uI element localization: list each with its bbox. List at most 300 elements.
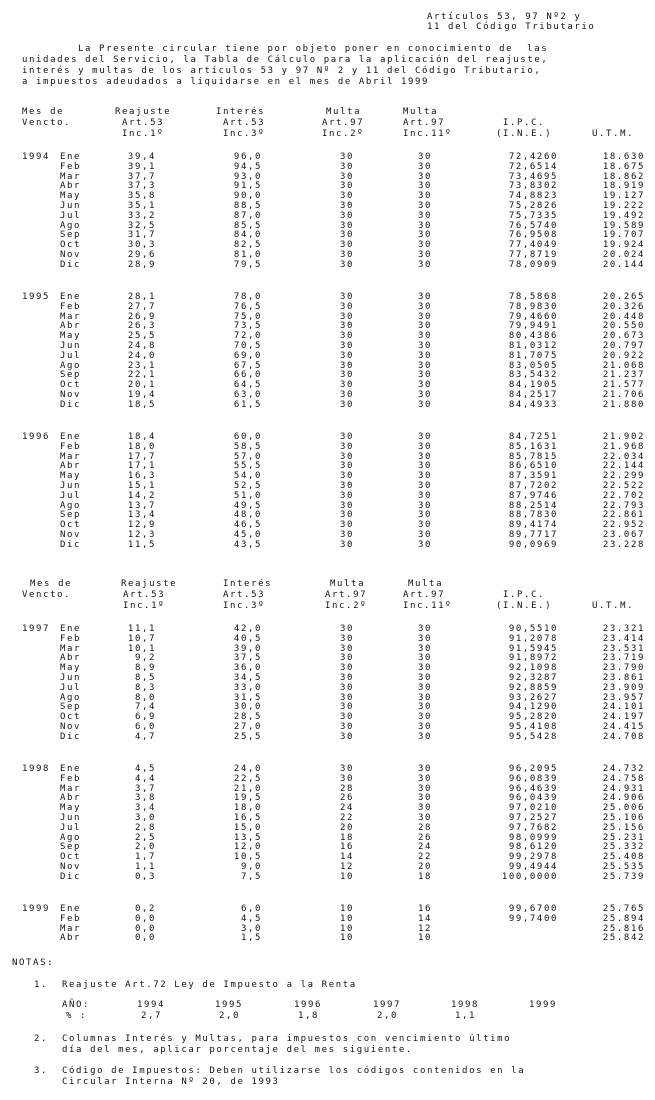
utm-cell: 20.144 bbox=[602, 259, 645, 270]
multa-2-cell: 10 bbox=[339, 923, 354, 934]
utm-cell: 21.068 bbox=[602, 360, 645, 371]
month-cell: Jul bbox=[60, 350, 82, 361]
month-cell: Dic bbox=[60, 399, 82, 410]
table-row bbox=[0, 321, 655, 331]
year-label: 1996 bbox=[22, 432, 51, 442]
utm-cell: 20.673 bbox=[602, 331, 645, 342]
year-label: 1997 bbox=[22, 624, 51, 634]
month-cell: May bbox=[60, 191, 82, 202]
table-row bbox=[0, 221, 655, 231]
reajuste-cell: 28,9 bbox=[127, 259, 156, 270]
year-label: 1998 bbox=[22, 764, 51, 774]
utm-cell: 20.922 bbox=[602, 350, 645, 361]
table-row bbox=[0, 240, 655, 250]
table-row bbox=[0, 152, 655, 162]
ipc-cell: 100,0000 bbox=[501, 871, 558, 882]
ipc-cell: 95,4108 bbox=[508, 722, 558, 732]
table-row bbox=[0, 201, 655, 211]
multa-11-cell: 30 bbox=[417, 624, 432, 634]
intro-line-3: interés y multas de los artículos 53 y 97 Nº 2 y 11 del Código Tributario, bbox=[22, 66, 542, 76]
utm-cell: 22.702 bbox=[602, 490, 645, 501]
reajuste-cell: 3,8 bbox=[134, 793, 156, 804]
month-cell: Jun bbox=[60, 673, 82, 683]
ipc-cell: 94,1290 bbox=[508, 702, 558, 713]
table-row bbox=[0, 491, 655, 501]
multa-11-cell: 30 bbox=[417, 451, 432, 462]
ipc-cell: 74,8823 bbox=[508, 191, 558, 202]
notes-title: NOTAS: bbox=[12, 958, 55, 968]
multa-11-cell: 24 bbox=[417, 842, 432, 853]
col-ipc-ine: (I.N.E.) bbox=[496, 129, 553, 139]
ipc-cell: 98,6120 bbox=[508, 842, 558, 853]
multa-2-cell: 30 bbox=[339, 653, 354, 664]
month-cell: Jul bbox=[60, 210, 82, 221]
table-row bbox=[0, 693, 655, 703]
month-cell: Jun bbox=[60, 341, 82, 351]
table-row bbox=[0, 501, 655, 511]
interes-cell: 31,5 bbox=[233, 692, 262, 703]
utm-cell: 18.862 bbox=[602, 171, 645, 182]
reajuste-cell: 13,4 bbox=[127, 510, 156, 521]
reajuste-cell: 13,7 bbox=[127, 500, 156, 511]
interes-cell: 33,0 bbox=[233, 682, 262, 693]
multa-11-cell: 30 bbox=[417, 712, 432, 723]
multa-11-cell: 30 bbox=[417, 702, 432, 713]
reajuste-cell: 0,0 bbox=[134, 913, 156, 924]
col-multa1-label: Multa bbox=[330, 579, 366, 589]
utm-cell: 23.719 bbox=[602, 653, 645, 664]
interes-cell: 36,0 bbox=[233, 663, 262, 674]
interes-cell: 73,5 bbox=[233, 321, 262, 332]
note-pct: 1,1 bbox=[455, 1011, 477, 1021]
table-row bbox=[0, 774, 655, 784]
reajuste-cell: 33,2 bbox=[127, 210, 156, 221]
ipc-cell: 97,2527 bbox=[508, 813, 558, 823]
month-cell: Ene bbox=[60, 292, 82, 302]
ipc-cell: 87,7202 bbox=[508, 481, 558, 491]
table-row bbox=[0, 260, 655, 270]
interes-cell: 88,5 bbox=[233, 201, 262, 211]
col-month-label-2: Vencto. bbox=[22, 590, 72, 600]
utm-cell: 22.861 bbox=[602, 510, 645, 521]
intro-line-2: unidades del Servicio, la Tabla de Cálculo para la aplicación del reajuste, bbox=[22, 55, 549, 65]
note-3-text-1: Código de Impuestos: Deben utilizarse los códigos contenidos en la bbox=[62, 1066, 526, 1076]
multa-2-cell: 30 bbox=[339, 451, 354, 462]
reajuste-cell: 2,8 bbox=[134, 822, 156, 833]
utm-cell: 21.902 bbox=[602, 432, 645, 442]
table-row bbox=[0, 520, 655, 530]
multa-2-cell: 30 bbox=[339, 481, 354, 491]
interes-cell: 61,5 bbox=[233, 399, 262, 410]
interes-cell: 57,0 bbox=[233, 451, 262, 462]
utm-cell: 19.127 bbox=[602, 191, 645, 202]
col-multa2-art: Art.97 bbox=[403, 590, 446, 600]
multa-2-cell: 30 bbox=[339, 210, 354, 221]
reajuste-cell: 14,2 bbox=[127, 490, 156, 501]
reajuste-cell: 26,9 bbox=[127, 311, 156, 322]
multa-2-cell: 30 bbox=[339, 250, 354, 260]
note-year: 1998 bbox=[451, 1000, 480, 1010]
interes-cell: 52,5 bbox=[233, 481, 262, 491]
interes-cell: 18,0 bbox=[233, 803, 262, 814]
multa-2-cell: 30 bbox=[339, 702, 354, 713]
table-row bbox=[0, 230, 655, 240]
multa-2-cell: 30 bbox=[339, 510, 354, 521]
utm-cell: 24.708 bbox=[602, 731, 645, 742]
ipc-cell: 91,8972 bbox=[508, 653, 558, 664]
multa-2-cell: 28 bbox=[339, 783, 354, 794]
multa-2-cell: 30 bbox=[339, 350, 354, 361]
month-cell: Ago bbox=[60, 360, 82, 371]
col-reajuste-art: Art.53 bbox=[123, 590, 166, 600]
multa-11-cell: 30 bbox=[417, 360, 432, 371]
ipc-cell: 79,4660 bbox=[508, 311, 558, 322]
multa-11-cell: 30 bbox=[417, 692, 432, 703]
utm-cell: 25.006 bbox=[602, 803, 645, 814]
interes-cell: 19,5 bbox=[233, 793, 262, 804]
multa-11-cell: 30 bbox=[417, 259, 432, 270]
interes-cell: 25,5 bbox=[233, 731, 262, 742]
multa-11-cell: 30 bbox=[417, 633, 432, 644]
month-cell: Oct bbox=[60, 240, 82, 251]
reajuste-cell: 35,1 bbox=[127, 201, 156, 211]
multa-11-cell: 30 bbox=[417, 461, 432, 472]
reajuste-cell: 29,6 bbox=[127, 250, 156, 260]
utm-cell: 25.765 bbox=[602, 904, 645, 914]
table-row bbox=[0, 823, 655, 833]
utm-cell: 21.706 bbox=[602, 390, 645, 400]
col-month-label-2: Vencto. bbox=[22, 118, 72, 128]
interes-cell: 48,0 bbox=[233, 510, 262, 521]
note-1-year-label: AÑO: bbox=[62, 1000, 91, 1010]
reajuste-cell: 12,3 bbox=[127, 530, 156, 540]
utm-cell: 19.492 bbox=[602, 210, 645, 221]
ipc-cell: 87,9746 bbox=[508, 490, 558, 501]
multa-11-cell: 30 bbox=[417, 793, 432, 804]
table-row bbox=[0, 914, 655, 924]
ipc-cell: 99,4944 bbox=[508, 862, 558, 872]
utm-cell: 22.952 bbox=[602, 520, 645, 531]
utm-cell: 25.231 bbox=[602, 832, 645, 843]
multa-11-cell: 30 bbox=[417, 321, 432, 332]
multa-11-cell: 30 bbox=[417, 673, 432, 683]
note-1-pct-label: % : bbox=[66, 1011, 88, 1021]
table-row bbox=[0, 634, 655, 644]
ipc-cell: 99,6700 bbox=[508, 904, 558, 914]
interes-cell: 93,0 bbox=[233, 171, 262, 182]
multa-2-cell: 30 bbox=[339, 390, 354, 400]
interes-cell: 87,0 bbox=[233, 210, 262, 221]
multa-2-cell: 30 bbox=[339, 181, 354, 192]
multa-2-cell: 30 bbox=[339, 722, 354, 732]
interes-cell: 91,5 bbox=[233, 181, 262, 192]
interes-cell: 28,5 bbox=[233, 712, 262, 723]
reajuste-cell: 2,5 bbox=[134, 832, 156, 843]
multa-2-cell: 30 bbox=[339, 441, 354, 452]
ipc-cell: 84,2517 bbox=[508, 390, 558, 400]
multa-2-cell: 30 bbox=[339, 360, 354, 371]
utm-cell: 20.550 bbox=[602, 321, 645, 332]
multa-11-cell: 28 bbox=[417, 822, 432, 833]
ipc-cell: 99,2978 bbox=[508, 852, 558, 863]
ipc-cell: 81,0312 bbox=[508, 341, 558, 351]
month-cell: Ene bbox=[60, 904, 82, 914]
col-interes-inc: Inc.3º bbox=[223, 601, 266, 611]
col-month-label: Mes de bbox=[22, 107, 65, 117]
month-cell: Ago bbox=[60, 500, 82, 511]
multa-11-cell: 30 bbox=[417, 311, 432, 322]
multa-11-cell: 30 bbox=[417, 390, 432, 400]
month-cell: Oct bbox=[60, 712, 82, 723]
month-cell: Sep bbox=[60, 510, 82, 521]
multa-2-cell: 30 bbox=[339, 311, 354, 322]
multa-11-cell: 18 bbox=[417, 871, 432, 882]
month-cell: Abr bbox=[60, 181, 82, 192]
multa-11-cell: 30 bbox=[417, 370, 432, 381]
reajuste-cell: 23,1 bbox=[127, 360, 156, 371]
interes-cell: 60,0 bbox=[233, 432, 262, 442]
month-cell: Feb bbox=[60, 913, 82, 924]
interes-cell: 82,5 bbox=[233, 240, 262, 251]
utm-cell: 21.880 bbox=[602, 399, 645, 410]
reajuste-cell: 6,0 bbox=[134, 722, 156, 732]
col-interes-inc: Inc.3º bbox=[223, 129, 266, 139]
ipc-cell: 83,5432 bbox=[508, 370, 558, 381]
table-row bbox=[0, 400, 655, 410]
multa-2-cell: 30 bbox=[339, 380, 354, 391]
note-year: 1996 bbox=[294, 1000, 323, 1010]
multa-2-cell: 30 bbox=[339, 520, 354, 531]
year-label: 1995 bbox=[22, 292, 51, 302]
multa-2-cell: 30 bbox=[339, 461, 354, 472]
multa-2-cell: 16 bbox=[339, 842, 354, 853]
col-multa2-inc: Inc.11º bbox=[403, 601, 453, 611]
interes-cell: 42,0 bbox=[233, 624, 262, 634]
col-reajuste-label: Reajuste bbox=[121, 579, 178, 589]
table-row bbox=[0, 842, 655, 852]
col-reajuste-label: Reajuste bbox=[115, 107, 172, 117]
multa-11-cell: 30 bbox=[417, 181, 432, 192]
interes-cell: 64,5 bbox=[233, 380, 262, 391]
col-multa2-label: Multa bbox=[408, 579, 444, 589]
multa-11-cell: 30 bbox=[417, 731, 432, 742]
table-row bbox=[0, 250, 655, 260]
multa-11-cell: 30 bbox=[417, 191, 432, 202]
utm-cell: 24.415 bbox=[602, 722, 645, 732]
utm-cell: 19.707 bbox=[602, 230, 645, 241]
note-1-number: 1. bbox=[34, 980, 49, 990]
interes-cell: 46,5 bbox=[233, 520, 262, 531]
intro-line-1: La Presente circular tiene por objeto poner en conocimiento de las bbox=[78, 44, 549, 54]
note-pct: 2,7 bbox=[141, 1011, 163, 1021]
interes-cell: 39,0 bbox=[233, 643, 262, 654]
ipc-cell: 88,7830 bbox=[508, 510, 558, 521]
col-multa1-art: Art.97 bbox=[322, 118, 365, 128]
interes-cell: 55,5 bbox=[233, 461, 262, 472]
table-row bbox=[0, 702, 655, 712]
multa-11-cell: 30 bbox=[417, 341, 432, 351]
interes-cell: 16,5 bbox=[233, 813, 262, 823]
table-row bbox=[0, 530, 655, 540]
ipc-cell: 76,9508 bbox=[508, 230, 558, 241]
month-cell: Ago bbox=[60, 220, 82, 231]
month-cell: May bbox=[60, 331, 82, 342]
utm-cell: 23.957 bbox=[602, 692, 645, 703]
utm-cell: 22.034 bbox=[602, 451, 645, 462]
multa-11-cell: 30 bbox=[417, 432, 432, 442]
multa-11-cell: 30 bbox=[417, 813, 432, 823]
multa-11-cell: 30 bbox=[417, 301, 432, 312]
table-row bbox=[0, 471, 655, 481]
multa-2-cell: 30 bbox=[339, 370, 354, 381]
reajuste-cell: 6,9 bbox=[134, 712, 156, 723]
header-line-2: 11 del Código Tributario bbox=[427, 22, 596, 32]
ipc-cell: 75,7335 bbox=[508, 210, 558, 221]
multa-2-cell: 30 bbox=[339, 663, 354, 674]
col-reajuste-inc: Inc.1º bbox=[122, 129, 165, 139]
utm-cell: 24.758 bbox=[602, 773, 645, 784]
ipc-cell: 84,4933 bbox=[508, 399, 558, 410]
month-cell: Abr bbox=[60, 793, 82, 804]
table-row bbox=[0, 852, 655, 862]
reajuste-cell: 22,1 bbox=[127, 370, 156, 381]
utm-cell: 24.197 bbox=[602, 712, 645, 723]
multa-11-cell: 30 bbox=[417, 803, 432, 814]
table-row bbox=[0, 933, 655, 943]
utm-cell: 20.797 bbox=[602, 341, 645, 351]
reajuste-cell: 10,7 bbox=[127, 633, 156, 644]
month-cell: Ago bbox=[60, 832, 82, 843]
reajuste-cell: 37,7 bbox=[127, 171, 156, 182]
interes-cell: 6,0 bbox=[240, 904, 262, 914]
ipc-cell: 90,0969 bbox=[508, 539, 558, 550]
ipc-cell: 95,5428 bbox=[508, 731, 558, 742]
utm-cell: 25.816 bbox=[602, 923, 645, 934]
interes-cell: 85,5 bbox=[233, 220, 262, 231]
interes-cell: 69,0 bbox=[233, 350, 262, 361]
month-cell: Jul bbox=[60, 682, 82, 693]
ipc-cell: 88,2514 bbox=[508, 500, 558, 511]
multa-2-cell: 12 bbox=[339, 862, 354, 872]
multa-11-cell: 30 bbox=[417, 471, 432, 482]
reajuste-cell: 27,7 bbox=[127, 301, 156, 312]
multa-2-cell: 30 bbox=[339, 191, 354, 202]
interes-cell: 45,0 bbox=[233, 530, 262, 540]
month-cell: Ene bbox=[60, 624, 82, 634]
table-row bbox=[0, 361, 655, 371]
ipc-cell: 81,7075 bbox=[508, 350, 558, 361]
reajuste-cell: 18,0 bbox=[127, 441, 156, 452]
reajuste-cell: 17,1 bbox=[127, 461, 156, 472]
header-line-1: Artículos 53, 97 Nº2 y bbox=[427, 12, 582, 22]
multa-11-cell: 30 bbox=[417, 490, 432, 501]
multa-11-cell: 30 bbox=[417, 682, 432, 693]
table-row bbox=[0, 181, 655, 191]
ipc-cell: 78,0909 bbox=[508, 259, 558, 270]
col-multa1-inc: Inc.2º bbox=[325, 601, 368, 611]
table-row bbox=[0, 432, 655, 442]
month-cell: Mar bbox=[60, 311, 82, 322]
table-row bbox=[0, 862, 655, 872]
utm-cell: 22.299 bbox=[602, 471, 645, 482]
multa-11-cell: 30 bbox=[417, 350, 432, 361]
utm-cell: 22.144 bbox=[602, 461, 645, 472]
month-cell: Jun bbox=[60, 481, 82, 491]
col-utm-label: U.T.M. bbox=[592, 601, 635, 611]
ipc-cell: 72,6514 bbox=[508, 161, 558, 172]
table-row bbox=[0, 452, 655, 462]
ipc-cell: 84,7251 bbox=[508, 432, 558, 442]
multa-2-cell: 30 bbox=[339, 643, 354, 654]
interes-cell: 37,5 bbox=[233, 653, 262, 664]
multa-11-cell: 30 bbox=[417, 530, 432, 540]
multa-11-cell: 30 bbox=[417, 520, 432, 531]
reajuste-cell: 4,7 bbox=[134, 731, 156, 742]
col-interes-label: Interés bbox=[216, 107, 266, 117]
interes-cell: 96,0 bbox=[233, 152, 262, 162]
month-cell: Nov bbox=[60, 530, 82, 540]
month-cell: Nov bbox=[60, 862, 82, 872]
table-row bbox=[0, 673, 655, 683]
ipc-cell: 89,7717 bbox=[508, 530, 558, 540]
multa-2-cell: 10 bbox=[339, 871, 354, 882]
table-row bbox=[0, 732, 655, 742]
interes-cell: 40,5 bbox=[233, 633, 262, 644]
year-label: 1999 bbox=[22, 904, 51, 914]
table-row bbox=[0, 722, 655, 732]
interes-cell: 21,0 bbox=[233, 783, 262, 794]
month-cell: May bbox=[60, 663, 82, 674]
reajuste-cell: 9,2 bbox=[134, 653, 156, 664]
table-row bbox=[0, 211, 655, 221]
table-row bbox=[0, 813, 655, 823]
table-row bbox=[0, 784, 655, 794]
multa-11-cell: 30 bbox=[417, 220, 432, 231]
note-3-text-2: Circular Interna Nº 20, de 1993 bbox=[62, 1077, 280, 1087]
reajuste-cell: 24,8 bbox=[127, 341, 156, 351]
month-cell: Jul bbox=[60, 822, 82, 833]
ipc-cell: 77,8719 bbox=[508, 250, 558, 260]
interes-cell: 3,0 bbox=[240, 923, 262, 934]
utm-cell: 25.739 bbox=[602, 871, 645, 882]
interes-cell: 9,0 bbox=[240, 862, 262, 872]
interes-cell: 67,5 bbox=[233, 360, 262, 371]
interes-cell: 75,0 bbox=[233, 311, 262, 322]
month-cell: Ago bbox=[60, 692, 82, 703]
month-cell: Dic bbox=[60, 871, 82, 882]
reajuste-cell: 2,0 bbox=[134, 842, 156, 853]
multa-11-cell: 30 bbox=[417, 230, 432, 241]
ipc-cell: 73,8302 bbox=[508, 181, 558, 192]
note-1-text: Reajuste Art.72 Ley de Impuesto a la Renta bbox=[62, 980, 357, 990]
note-pct: 1,8 bbox=[298, 1011, 320, 1021]
table-row bbox=[0, 663, 655, 673]
table-row bbox=[0, 312, 655, 322]
table-row bbox=[0, 653, 655, 663]
ipc-cell: 76,5740 bbox=[508, 220, 558, 231]
reajuste-cell: 28,1 bbox=[127, 292, 156, 302]
interes-cell: 84,0 bbox=[233, 230, 262, 241]
utm-cell: 24.931 bbox=[602, 783, 645, 794]
table-row bbox=[0, 390, 655, 400]
month-cell: Mar bbox=[60, 783, 82, 794]
table-row bbox=[0, 803, 655, 813]
utm-cell: 21.577 bbox=[602, 380, 645, 391]
table-row bbox=[0, 302, 655, 312]
multa-2-cell: 10 bbox=[339, 913, 354, 924]
utm-cell: 19.589 bbox=[602, 220, 645, 231]
reajuste-cell: 16,3 bbox=[127, 471, 156, 482]
